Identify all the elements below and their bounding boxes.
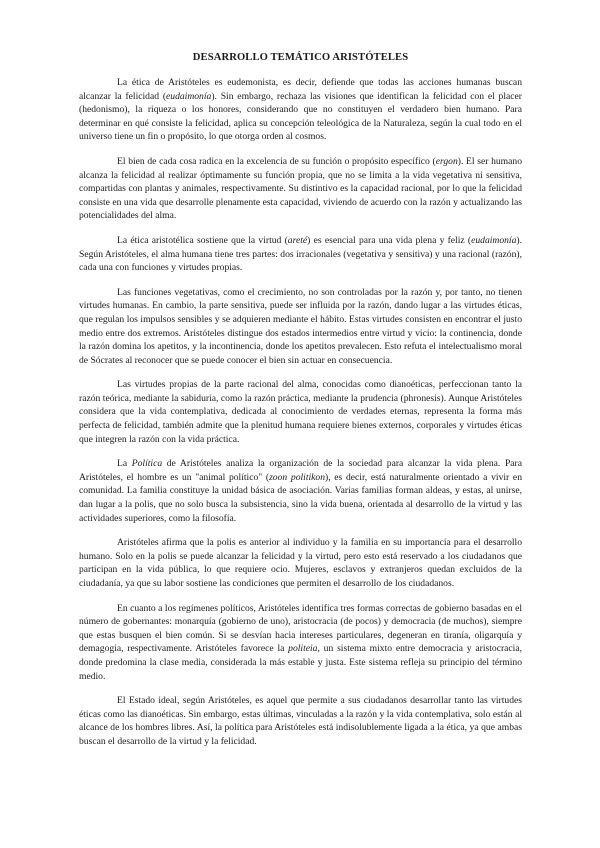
paragraph-virtudes-dianoeticas: Las virtudes propias de la parte racional del alma, conocidas como dianoéticas, perfeccionan tanto la razón teórica, mediante la sabiduría, como la razón práctica, mediante la prudencia (phronesis). Aunque Aristóteles considera que la vida contemplativa, dedicada al conocimiento de verdades eternas, representa la forma más perfecta de felicidad, también admite que la plenitud humana requiere bienes externos, corporales y virtudes éticas que integren la razón con la vida práctica.	[79, 379, 522, 445]
paragraph-estado-ideal: El Estado ideal, según Aristóteles, es aquel que permite a sus ciudadanos desarrollar tanto las virtudes éticas como las dianoéticas. Sin embargo, estas últimas, vinculadas a la razón y la vida contemplativa, solo están al alcance de los hombres libres. Así, la política para Aristóteles está indisolublemente ligada a la ética, ya que ambas buscan el desarrollo de la virtud y la felicidad.	[79, 695, 522, 747]
paragraph-eudemonismo: La ética de Aristóteles es eudemonista, es decir, defiende que todas las acciones humanas buscan alcanzar la felicidad (eudaimonía). Sin embargo, rechaza las visiones que identifican la felicidad con el placer (hedonismo), la riqueza o los honores, considerando que no constituyen el verdadero bien humano. Para determinar en qué consiste la felicidad, aplica su concepción teleológica de la Naturaleza, según la cual todo en el universo tiene un fin o propósito, lo que otorga orden al cosmos.	[79, 77, 522, 143]
paragraph-regimenes: En cuanto a los regímenes políticos, Aristóteles identifica tres formas correctas de gobierno basadas en el número de gobernantes: monarquía (gobierno de uno), aristocracia (de pocos) y democracia (de muchos), siempre que estas busquen el bien común. Si se desvían hacia intereses particulares, degeneran en tiranía, oligarquía y demagogia, respectivamente. Aristóteles favorece la politeia, un sistema mixto entre democracia y aristocracia, donde predomina la clase media, considerada la más estable y justa. Este sistema refleja su principio del término medio.	[79, 602, 522, 682]
paragraph-arete: La ética aristotélica sostiene que la virtud (areté) es esencial para una vida plena y feliz (eudaimonía). Según Aristóteles, el alma humana tiene tres partes: dos irracionales (vegetativa y sensitiva) y una racional (razón), cada una con funciones y virtudes propias.	[79, 234, 522, 274]
paragraph-ergon: El bien de cada cosa radica en la excelencia de su función o propósito específico (ergon). El ser humano alcanza la felicidad al realizar óptimamente su función propia, que no se limita a la vida vegetativa ni sensitiva, compartidas con plantas y animales, respectivamente. Su distintivo es la capacidad racional, por lo que la felicidad consiste en una vida que desarrolle plenamente esta capacidad, viviendo de acuerdo con la razón y actualizando las potencialidades del alma.	[79, 155, 522, 222]
paragraph-polis: Aristóteles afirma que la polis es anterior al individuo y la familia en su importancia para el desarrollo humano. Solo en la polis se puede alcanzar la felicidad y la virtud, pero esto está reservado a los ciudadanos que participan en la vida pública, lo que requiere ocio. Mujeres, esclavos y extranjeros quedan excluidos de la ciudadanía, ya que su labor sostiene las condiciones que permiten el desarrollo de los ciudadanos.	[79, 537, 522, 589]
document-title: DESARROLLO TEMÁTICO ARISTÓTELES	[192, 52, 409, 63]
paragraph-virtudes-eticas: Las funciones vegetativas, como el crecimiento, no son controladas por la razón y, por tanto, no tienen virtudes humanas. En cambio, la parte sensitiva, puede ser influida por la razón, dando lugar a las virtudes éticas, que regulan los impulsos sensibles y se adquieren mediante el hábito. Estas virtudes consisten en encontrar el justo medio entre dos extremos. Aristóteles distingue dos estados intermedios entre virtud y vicio: la continencia, donde la razón domina los apetitos, y la incontinencia, donde los apetitos prevalecen. Esto refuta el intelectualismo moral de Sócrates al reconocer que se puede conocer el bien sin actuar en consecuencia.	[79, 286, 522, 366]
paragraph-politica: La Política de Aristóteles analiza la organización de la sociedad para alcanzar la vida plena. Para Aristóteles, el hombre es un "animal político" (zoon politikon), es decir, está naturalmente orientado a vivir en comunidad. La familia constituye la unidad básica de asociación. Varias familias forman aldeas, y estas, al unirse, dan lugar a la polis, que no solo busca la subsistencia, sino la vida buena, orientada al desarrollo de la virtud y las actividades superiores, como la filosofía.	[79, 458, 522, 524]
